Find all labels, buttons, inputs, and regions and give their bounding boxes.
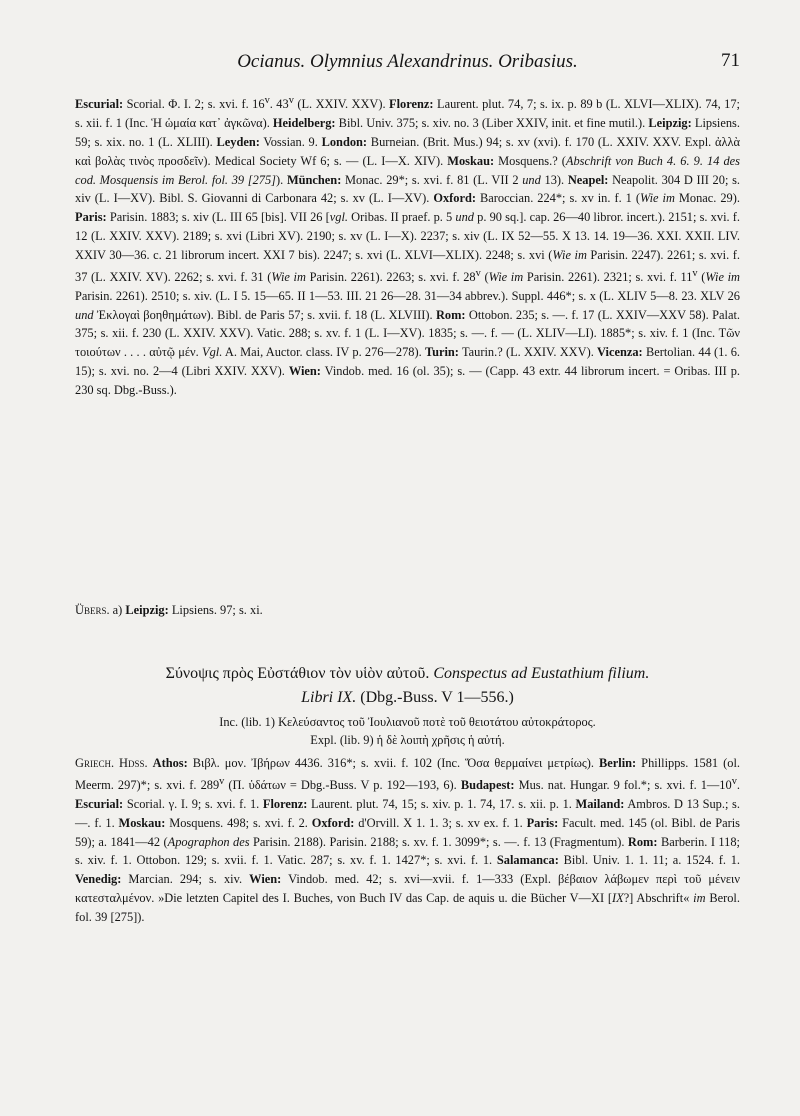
greek-manuscripts-paragraph: Griech. Hdss. Athos: Βιβλ. μον. Ἰβήρων 4436. 316*; s. xvii. f. 102 (Inc. Ὅσα θερμαίνει μετρίως). Berlin: Phillipps. 1581 (ol. Meerm. 297)*; s. xvi. f. 289$^v$ (Π. ὑδάτων = Dbg.-Buss. V p. 192—193, 6). Budapest: Mus. nat. Hungar. 9 fol.*; s. xvi. f. 1—10$^v$. Escurial: Scorial. γ. I. 9; s. xvi. f. 1. Florenz: Laurent. plut. 74, 15; s. xiv. p. 1. 74, 17. s. xii. p. 1. Mailand: Ambros. D 13 Sup.; s. —. f. 1. Moskau: Mosquens. 498; s. xvi. f. 2. Oxford: d'Orvill. X 1. 1. 3; s. xv ex. f. 1. Paris: Facult. med. 145 (ol. Bibl. de Paris 59); a. 1841—42 (Apographon des Parisin. 2188). Parisin. 2188; s. xv. f. 1. 3099*; s. —. f. 13 (Fragmentum). Rom: Barberin. I 118; s. xiv. f. 1. Ottobon. 129; s. xvii. f. 1. Vatic. 287; s. xv. f. 1. 1427*; s. xvi. f. 1. Salamanca: Bibl. Univ. 1. 1. 11; a. 1524. f. 1. Venedig: Marcian. 294; s. xiv. Wien: Vindob. med. 42; s. xvi—xvii. f. 1—333 (Expl. βέβαιον λάβωμεν περὶ τοῦ μένειν κατεσταλμένον. »Die letzten Capitel des I. Buches, von Buch IV das Cap. de aquis u. die Bücher V—XI [IX?] Abschrift« im Berol. fol. 39 [275]). (75, 756, 740, 924)
explicit-line: Expl. (lib. 9) ἡ δὲ λοιπὴ χρῆσις ἡ αὐτή. (310, 733, 505, 747)
running-head: Ocianus. Olymnius Alexandrinus. Oribasius. (237, 51, 578, 72)
work-title-line: Σύνοψις πρὸς Εὐστάθιον τὸν υἱὸν αὐτοῦ. Conspectus ad Eustathium filium. (165, 665, 650, 682)
translation-entry: Übers. a) Leipzig: Lipsiens. 97; s. xi. (75, 603, 263, 617)
incipit-line: Inc. (lib. 1) Κελεύσαντος τοῦ Ἰουλιανοῦ ποτὲ τοῦ θειοτάτου αὐτοκράτορος. (219, 715, 596, 729)
page-header (75, 48, 740, 78)
incipit-explicit (75, 713, 740, 749)
page-number: 71 (721, 50, 740, 71)
work-subtitle-line: Libri IX. (Dbg.-Buss. V 1—556.) (301, 689, 514, 706)
manuscript-list-paragraph: Escurial: Scorial. Φ. I. 2; s. xvi. f. 16$^v$. 43$^v$ (L. XXIV. XXV). Florenz: Laurent. plut. 74, 7; s. ix. p. 89 b (L. XLVI—XLIX). 74, 17; s. xii. f. 1 (Inc. Ἡ ὡμαία κατ᾽ ἀγκῶνα). Heidelberg: Bibl. Univ. 375; s. xiv. no. 3 (Liber XXIV, init. et fine mutil.). Leipzig: Lipsiens. 59; s. xix. no. 1 (L. XLIII). Leyden: Vossian. 9. London: Burneian. (Brit. Mus.) 94; s. xv (xvi). f. 170 (L. XXIV. XXV. Expl. ἀλλὰ καὶ βολὰς τινὸς προσδεῖν). Medical Society Wf 6; s. — (L. I—X. XIV). Moskau: Mosquens.? (Abschrift von Buch 4. 6. 9. 14 des cod. Mosquensis im Berol. fol. 39 [275]). München: Monac. 29*; s. xvi. f. 81 (L. VII 2 und 13). Neapel: Neapolit. 304 D III 20; s. xiv (L. I—XV). Bibl. S. Giovanni di Carbonara 42; s. xv (L. I—XV). Oxford: Baroccian. 224*; s. xv in. f. 1 (Wie im Monac. 29). Paris: Parisin. 1883; s. xiv (L. III 65 [bis]. VII 26 [vgl. Oribas. II praef. p. 5 und p. 90 sq.]. cap. 26—40 libror. incert.). 2151; s. xvi. f. 12 (L. XXIV. XXV). 2189; s. xvi (Libri XV). 2190; s. xv (L. I—X). 2237; s. xiv (L. IX 52—55. X 13. 14. 19—36. XXI. XXII. LIV. XXIV 30—36. c. 21 librorum incert. XXI 7 bis). 2247; s. xvi (L. XLVI—XLIX). 2248; s. xvi (Wie im Parisin. 2247). 2261; s. xvi. f. 37 (L. XXIV. XV). 2262; s. xvi. f. 31 (Wie im Parisin. 2261). 2263; s. xvi. f. 28$^v$ (Wie im Parisin. 2261). 2321; s. xvi. f. 11$^v$ (Wie im Parisin. 2261). 2510; s. xiv. (L. I 5. 15—65. II 1—53. III. 21 26—28. 31—34 abbrev.). Suppl. 446*; s. x (L. XLIV 5—8. 23. XLV 26 und Ἐκλογαὶ βοηθημάτων). Bibl. de Paris 57; s. xvii. f. 18 (L. XLVIII). Rom: Ottobon. 235; s. —. f. 17 (L. XXIV—XXV 58). Palat. 375; s. xii. f. 230 (L. XXIV. XXV). Vatic. 288; s. xv. f. 1 (L. I—XV). 1835; s. —. f. — (L. XLIV—LI). 1885*; s. xiv. f. 1 (Inc. Τῶν τοιούτων . . . . αὐτῷ μέν. Vgl. A. Mai, Auctor. class. IV p. 276—278). Turin: Taurin.? (L. XXIV. XXV). Vicenza: Bertolian. 44 (1. 6. 15); s. xvi. no. 2—4 (Libri XXIV. XXV). Wien: Vindob. med. 16 (ol. 35); s. — (Capp. 43 extr. 44 librorum incert. = Oribas. III p. 230 sq. Dbg.-Buss.). (75, 95, 740, 397)
work-title (75, 662, 740, 710)
